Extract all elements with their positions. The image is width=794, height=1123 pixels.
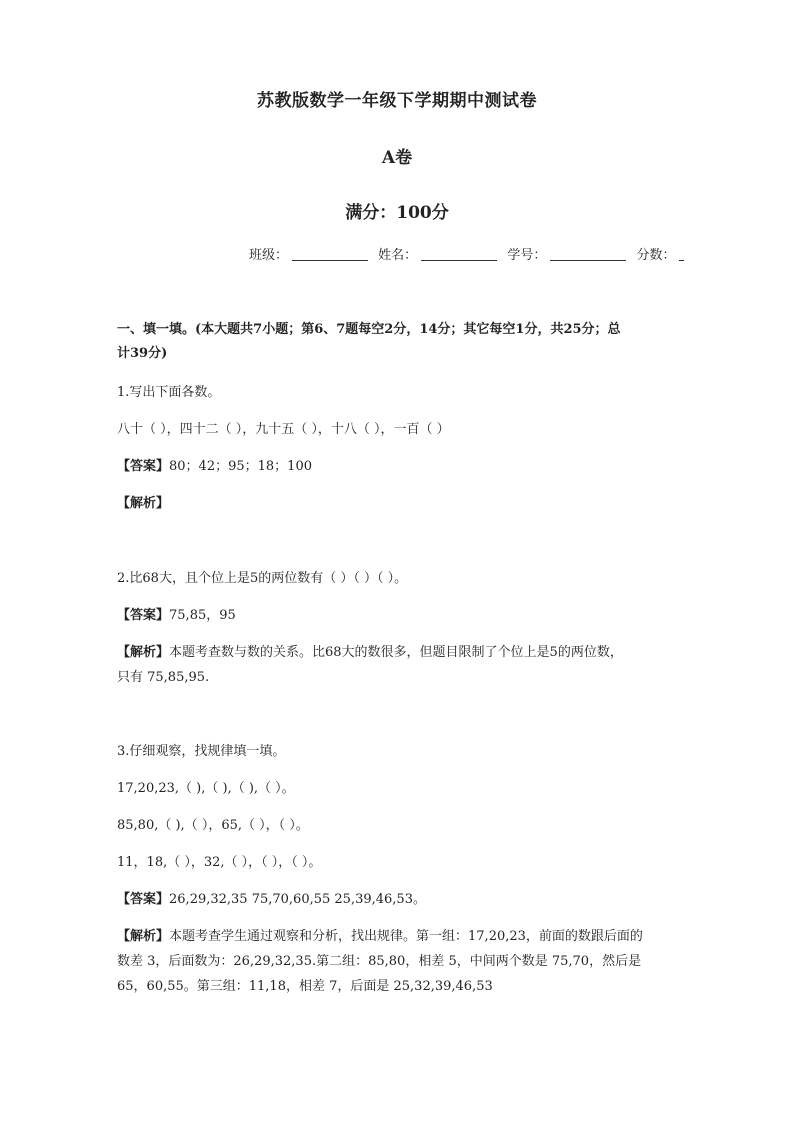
- q3-answer-text: 26,29,32,35 75,70,60,55 25,39,46,53。: [169, 892, 426, 907]
- q3-answer: [117, 888, 426, 907]
- q1-answer-label: 【答案】: [117, 459, 170, 474]
- q3-row3: 11，18,（ ），32,（ ），（ ），（ ）。: [117, 855, 322, 870]
- q3-analysis-label: 【解析】: [117, 929, 170, 944]
- score-blank[interactable]: [679, 248, 684, 261]
- exam-title: 苏教版数学一年级下学期期中测试卷: [257, 91, 537, 111]
- full-score: 满分：100分: [345, 203, 449, 223]
- section-heading-line2: 计39分): [117, 346, 168, 361]
- name-blank[interactable]: [421, 248, 497, 261]
- q2-answer-label: 【答案】: [117, 608, 170, 623]
- q3-analysis-line1: [117, 925, 643, 944]
- q3-row2: 85,80,（ ),（ ），65,（ ），（ ）。: [117, 818, 309, 833]
- student-info-row: [249, 244, 690, 263]
- q3-row1: 17,20,23,（ ),（ ),（ ),（ ）。: [117, 781, 295, 796]
- q3-analysis-line2: 数差 3，后面数为：26,29,32,35.第二组：85,80，相差 5，中间两个数是 75,70，然后是: [117, 954, 642, 969]
- score-label: 分数：: [636, 248, 676, 263]
- exam-volume: A卷: [381, 148, 413, 168]
- q2-answer-text: 75,85，95: [169, 608, 236, 623]
- section-heading: [117, 318, 687, 366]
- class-blank[interactable]: [292, 248, 368, 261]
- q1-analysis-label: 【解析】: [117, 496, 170, 511]
- q2-analysis-label: 【解析】: [117, 645, 170, 660]
- student-no-label: 学号：: [507, 248, 547, 263]
- student-no-blank[interactable]: [550, 248, 626, 261]
- q3-answer-label: 【答案】: [117, 892, 170, 907]
- q2-question: 2.比68大，且个位上是5的两位数有（ ）（ ）（ ）。: [117, 571, 408, 586]
- q3-question: 3.仔细观察，找规律填一填。: [117, 744, 286, 759]
- q2-analysis-line2: 只有 75,85,95.: [117, 670, 210, 685]
- q2-analysis-line1: [117, 641, 623, 660]
- q1-question: 1.写出下面各数。: [117, 385, 221, 400]
- q1-answer-text: 80；42；95；18；100: [169, 459, 312, 474]
- q3-analysis-line3: 65，60,55。第三组：11,18，相差 7，后面是 25,32,39,46,53: [117, 979, 493, 994]
- q2-answer: [117, 604, 236, 623]
- class-label: 班级：: [249, 248, 289, 263]
- q2-analysis-text: 本题考查数与数的关系。比68大的数很多，但题目限制了个位上是5的两位数，: [169, 645, 623, 660]
- q1-items: 八十（ ），四十二（ ），九十五（ ），十八（ ），一百（ ）: [117, 422, 450, 437]
- q3-analysis-text: 本题考查学生通过观察和分析，找出规律。第一组：17,20,23，前面的数跟后面的: [169, 929, 643, 944]
- section-heading-line1: 一、填一填。(本大题共7小题；第6、7题每空2分，14分；其它每空1分，共25分；总: [117, 322, 621, 337]
- q1-answer: [117, 455, 312, 474]
- name-label: 姓名：: [378, 248, 418, 263]
